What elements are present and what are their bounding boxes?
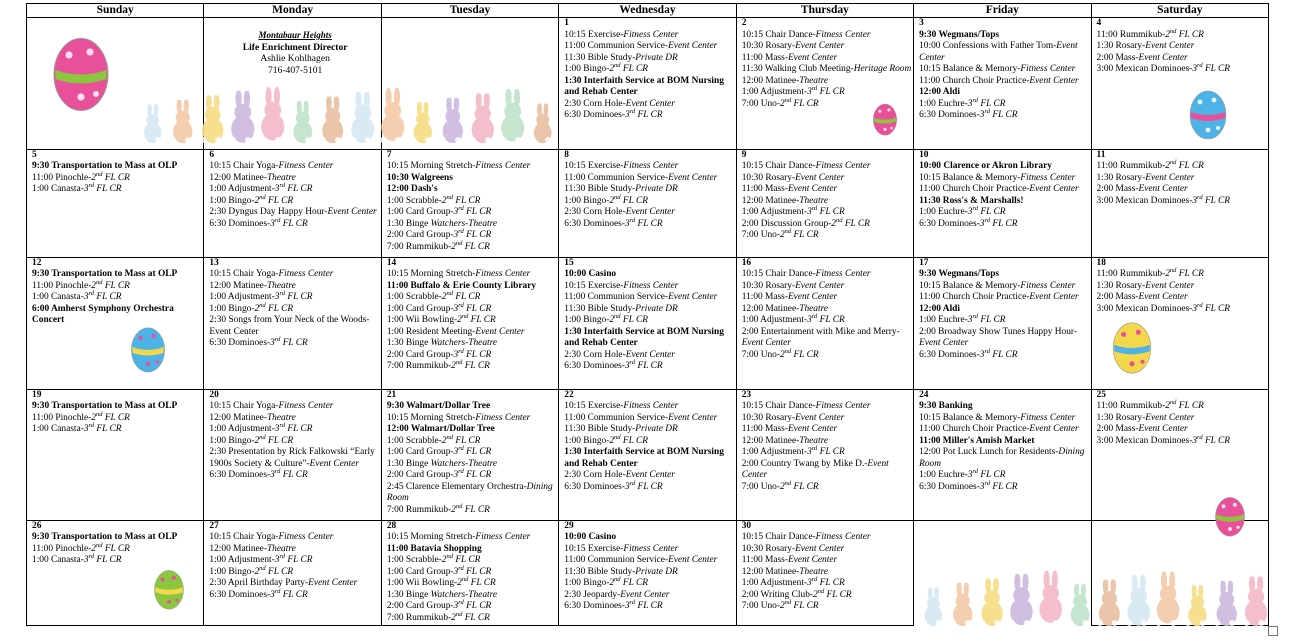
event-item: 10:15 Exercise-Fitness Center (564, 29, 679, 40)
director-role: Life Enrichment Director (242, 41, 348, 53)
event-item: 2:00 Mass-Event Center (1096, 184, 1188, 195)
event-item: 9:30 Banking (919, 401, 973, 412)
day-number: 17 (919, 257, 929, 268)
day-cell-29 (559, 520, 736, 625)
event-item: 11:00 Mass-Event Center (741, 424, 838, 435)
event-item: 1:00 Bingo-2nd FL CR (564, 193, 648, 206)
week-row (27, 149, 1269, 257)
pink-easter-egg-icon (1212, 495, 1248, 537)
event-item: 12:00 Matinee-Theatre (741, 195, 829, 206)
day-cell-4 (1091, 18, 1268, 150)
event-item: 1:00 Adjustment-3rd FL CR (209, 422, 313, 435)
weekday-header-row (27, 4, 1269, 18)
day-number: 4 (1096, 18, 1102, 28)
day-cell-24 (914, 389, 1091, 520)
day-cell-8 (559, 149, 736, 257)
day-number: 9 (741, 149, 747, 160)
weekday-wednesday: Wednesday (559, 4, 736, 18)
event-item: 2:30 Jeopardy-Event Center (564, 589, 670, 600)
event-item: 1:30 Interfaith Service at BOM Nursing and Rehab Center (564, 75, 724, 97)
day-cell-20 (204, 389, 381, 520)
event-item: 1:00 Resident Meeting-Event Center (386, 326, 525, 337)
event-item: 7:00 Rummikub-2nd FL CR (386, 502, 490, 515)
event-item: 12:00 Matinee-Theatre (209, 412, 296, 423)
event-item: 6:00 Amherst Symphony Orchestra Concert (32, 303, 174, 326)
event-item: 1:30 Binge Watchers-Theatre (386, 458, 498, 469)
event-item: 7:00 Rummikub-2nd FL CR (386, 239, 490, 252)
event-item: 10:15 Balance & Memory-Fitness Center (919, 172, 1076, 183)
event-item: 1:00 Card Group-3rd FL CR (386, 205, 492, 218)
event-item: 1:00 Scrabble-2nd FL CR (386, 193, 481, 206)
day-number: 13 (209, 257, 219, 268)
weekday-saturday: Saturday (1091, 4, 1268, 18)
day-cell-19 (27, 389, 204, 520)
day-number: 2 (741, 18, 747, 28)
event-item: 6:30 Dominoes-3rd FL CR (209, 587, 308, 600)
event-item: 2:00 Discussion Group-2nd FL CR (741, 216, 870, 229)
event-item: 10:00 Clarence or Akron Library (919, 161, 1052, 172)
event-item: 1:00 Bingo-2nd FL CR (209, 564, 294, 577)
event-item: 2:00 Mass-Event Center (1096, 292, 1188, 303)
bunny-border-decoration (918, 563, 1270, 627)
event-item: 1:00 Scrabble-2nd FL CR (386, 290, 481, 303)
event-item: 1:00 Card Group-3rd FL CR (386, 564, 492, 577)
event-item: 11:00 Miller's Amish Market (919, 435, 1035, 446)
day-number: 28 (386, 520, 397, 531)
event-item: 12:00 Matinee-Theatre (741, 566, 829, 577)
event-item: 11:00 Communion Service-Event Center (564, 412, 718, 423)
event-item: 11:30 Bible Study-Private DR (564, 52, 678, 63)
event-item: 9:30 Transportation to Mass at OLP (32, 161, 178, 172)
yellow-easter-egg-icon (1111, 318, 1153, 376)
day-cell-27 (204, 520, 381, 625)
event-item: 10:30 Rosary-Event Center (741, 412, 845, 423)
day-cell-11 (1091, 149, 1268, 257)
event-item: 6:30 Dominoes-3rd FL CR (209, 468, 308, 481)
day-cell-3 (914, 18, 1091, 150)
event-item: 10:15 Chair Yoga-Fitness Center (209, 161, 334, 172)
event-item: 1:00 Adjustment-3rd FL CR (209, 290, 313, 303)
event-item: 10:15 Chair Yoga-Fitness Center (209, 532, 334, 543)
event-item: 1:00 Euchre-3rd FL CR (919, 96, 1006, 109)
event-item: 12:00 Matinee-Theatre (209, 172, 296, 183)
event-item: 10:30 Rosary-Event Center (741, 280, 845, 291)
day-cell-9 (736, 149, 913, 257)
event-item: 2:30 Dyngus Day Happy Hour-Event Center (209, 207, 377, 218)
day-cell-28 (381, 520, 558, 625)
day-cell-13 (204, 257, 381, 389)
day-number: 22 (564, 389, 574, 400)
event-item: 1:00 Bingo-2nd FL CR (564, 61, 648, 74)
event-item: 11:30 Bible Study-Private DR (564, 424, 678, 435)
event-item: 1:00 Adjustment-3rd FL CR (209, 553, 313, 566)
event-item: 11:00 Communion Service-Event Center (564, 41, 718, 51)
event-item: 11:00 Rummikub-2nd FL CR (1096, 27, 1204, 40)
event-item: 10:15 Morning Stretch-Fitness Center (386, 412, 531, 423)
event-item: 1:30 Interfaith Service at BOM Nursing and Rehab Center (564, 447, 724, 469)
event-item: 10:30 Rosary-Event Center (741, 172, 845, 183)
event-item: 10:00 Casino (564, 532, 617, 543)
event-item: 3:00 Mexican Dominoes-3rd FL CR (1096, 61, 1231, 74)
event-item: 2:30 Corn Hole-Event Center (564, 349, 675, 360)
pink-easter-egg-icon (50, 34, 112, 112)
event-item: 1:00 Bingo-2nd FL CR (209, 433, 294, 446)
event-item: 1:00 Card Group-3rd FL CR (386, 301, 492, 314)
day-number: 24 (919, 389, 929, 400)
event-item: 6:30 Dominoes-3rd FL CR (209, 216, 308, 229)
event-item: 1:00 Adjustment-3rd FL CR (741, 576, 845, 589)
event-item: 2:30 Corn Hole-Event Center (564, 98, 675, 109)
event-item: 2:45 Clarence Elementary Orchestra-Dining Room (386, 481, 553, 504)
event-item: 1:30 Interfaith Service at BOM Nursing and Rehab Center (564, 326, 724, 349)
event-item: 11:30 Bible Study-Private DR (564, 303, 678, 314)
event-item: 10:15 Balance & Memory-Fitness Center (919, 412, 1076, 423)
day-cell-16 (736, 257, 913, 389)
event-item: 9:30 Wegmans/Tops (919, 269, 1000, 280)
event-item: 11:00 Church Choir Practice-Event Center (919, 292, 1079, 303)
event-item: 11:00 Mass-Event Center (741, 52, 838, 63)
event-item: 11:00 Rummikub-2nd FL CR (1096, 159, 1204, 172)
event-item: 6:30 Dominoes-3rd FL CR (564, 107, 663, 120)
event-item: 1:00 Canasta-3rd FL CR (32, 553, 122, 566)
event-item: 11:00 Pinochle-2nd FL CR (32, 541, 130, 554)
day-number: 21 (386, 389, 397, 400)
event-item: 10:15 Exercise-Fitness Center (564, 401, 679, 412)
day-number: 25 (1096, 389, 1106, 400)
event-item: 2:00 Country Twang by Mike D.-Event Center (741, 458, 889, 481)
day-cell-6 (204, 149, 381, 257)
event-item: 11:00 Church Choir Practice-Event Center (919, 184, 1079, 195)
event-item: 11:00 Rummikub-2nd FL CR (1096, 267, 1204, 280)
day-number: 8 (564, 149, 569, 160)
director-name: Ashlie Kohlhagen (260, 53, 330, 64)
event-item: 10:00 Casino (564, 269, 617, 280)
event-item: 1:00 Canasta-3rd FL CR (32, 290, 122, 303)
event-item: 1:00 Wii Bowling-2nd FL CR (386, 576, 496, 589)
event-item: 1:00 Bingo-2nd FL CR (209, 301, 294, 314)
event-item: 1:00 Adjustment-3rd FL CR (741, 445, 845, 458)
event-item: 10:15 Exercise-Fitness Center (564, 280, 679, 291)
event-item: 1:00 Scrabble-2nd FL CR (386, 433, 481, 446)
event-item: 11:30 Bible Study-Private DR (564, 184, 678, 195)
event-item: 10:15 Exercise-Fitness Center (564, 543, 679, 554)
event-item: 12:00 Matinee-Theatre (741, 303, 829, 314)
event-item: 6:30 Dominoes-3rd FL CR (919, 479, 1018, 492)
green-easter-egg-icon (152, 568, 186, 610)
event-item: 11:00 Pinochle-2nd FL CR (32, 410, 130, 423)
event-item: 2:00 Writing Club-2nd FL CR (741, 587, 852, 600)
event-item: 11:00 Rummikub-2nd FL CR (1096, 399, 1204, 412)
event-item: 3:00 Mexican Dominoes-3rd FL CR (1096, 301, 1231, 314)
event-item: 12:00 Walmart/Dollar Tree (386, 424, 495, 435)
event-item: 10:15 Exercise-Fitness Center (564, 161, 679, 172)
event-item: 1:00 Canasta-3rd FL CR (32, 182, 122, 195)
day-number: 11 (1096, 149, 1106, 160)
event-item: 10:15 Morning Stretch-Fitness Center (386, 532, 531, 543)
event-item: 1:00 Euchre-3rd FL CR (919, 205, 1006, 218)
event-item: 2:00 Mass-Event Center (1096, 52, 1188, 63)
event-item: 7:00 Uno-2nd FL CR (741, 599, 819, 612)
event-item: 12:00 Dash's (386, 184, 438, 195)
day-cell-5 (27, 149, 204, 257)
director-info (209, 18, 380, 76)
event-item: 1:00 Adjustment-3rd FL CR (741, 313, 845, 326)
event-item: 2:00 Entertainment with Mike and Merry-Event Center (741, 326, 900, 349)
event-item: 10:15 Chair Dance-Fitness Center (741, 29, 871, 40)
event-item: 2:30 Songs from Your Neck of the Woods-Event Center (209, 315, 370, 337)
event-item: 6:30 Dominoes-3rd FL CR (564, 216, 663, 229)
event-item: 11:00 Church Choir Practice-Event Center (919, 75, 1079, 86)
event-item: 7:00 Rummikub-2nd FL CR (386, 610, 490, 623)
event-item: 2:00 Mass-Event Center (1096, 424, 1188, 435)
event-item: 7:00 Uno-2nd FL CR (741, 347, 819, 360)
event-item: 11:00 Pinochle-2nd FL CR (32, 170, 130, 183)
event-item: 10:30 Walgreens (386, 172, 453, 183)
event-item: 1:00 Bingo-2nd FL CR (564, 433, 648, 446)
event-item: 2:30 Presentation by Rick Falkowski “Early 1900s Society & Culture”-Event Center (209, 447, 375, 469)
event-item: 11:00 Buffalo & Erie County Library (386, 280, 537, 291)
weekday-monday: Monday (204, 4, 381, 18)
community-name: Montabaur Heights (258, 30, 332, 40)
event-item: 12:00 Matinee-Theatre (741, 75, 829, 86)
event-item: 2:30 Corn Hole-Event Center (564, 207, 675, 218)
director-phone: 716-407-5101 (267, 64, 323, 76)
event-item: 7:00 Uno-2nd FL CR (741, 479, 819, 492)
day-cell-10 (914, 149, 1091, 257)
day-cell-23 (736, 389, 913, 520)
blue-easter-egg-icon (1187, 88, 1229, 140)
day-number: 27 (209, 520, 219, 531)
event-item: 11:30 Ross's & Marshalls! (919, 195, 1024, 206)
event-item: 9:30 Walmart/Dollar Tree (386, 401, 491, 412)
event-item: 2:00 Broadway Show Tunes Happy Hour- Event Center (919, 326, 1077, 349)
day-cell-1 (559, 18, 736, 150)
event-item: 7:00 Uno-2nd FL CR (741, 228, 819, 241)
event-item: 1:00 Card Group-3rd FL CR (386, 445, 492, 458)
day-number: 19 (32, 389, 42, 400)
event-item: 10:15 Balance & Memory-Fitness Center (919, 64, 1076, 74)
day-number: 7 (386, 149, 392, 160)
event-item: 11:00 Communion Service-Event Center (564, 555, 718, 566)
day-cell-22 (559, 389, 736, 520)
event-item: 9:30 Wegmans/Tops (919, 29, 1000, 40)
event-item: 12:00 Matinee-Theatre (741, 435, 829, 446)
small-pink-egg-icon (872, 102, 898, 136)
event-item: 1:30 Rosary-Event Center (1096, 41, 1195, 51)
event-item: 10:15 Morning Stretch-Fitness Center (386, 269, 531, 280)
day-number: 12 (32, 257, 42, 268)
event-item: 2:00 Card Group-3rd FL CR (386, 599, 492, 612)
event-item: 1:00 Bingo-2nd FL CR (564, 313, 648, 326)
event-item: 9:30 Transportation to Mass at OLP (32, 401, 178, 412)
event-item: 1:30 Rosary-Event Center (1096, 172, 1195, 183)
day-number: 14 (386, 257, 397, 268)
event-item: 10:15 Chair Dance-Fitness Center (741, 161, 871, 172)
event-item: 11:00 Mass-Event Center (741, 555, 838, 566)
event-item: 1:00 Scrabble-2nd FL CR (386, 553, 481, 566)
week-row (27, 389, 1269, 520)
event-item: 1:00 Bingo-2nd FL CR (209, 193, 294, 206)
event-item: 10:30 Rosary-Event Center (741, 41, 845, 51)
event-item: 1:30 Rosary-Event Center (1096, 280, 1195, 291)
event-item: 10:15 Chair Dance-Fitness Center (741, 401, 871, 412)
day-number: 5 (32, 149, 37, 160)
event-item: 12:00 Matinee-Theatre (209, 543, 296, 554)
event-item: 6:30 Dominoes-3rd FL CR (919, 216, 1018, 229)
event-item: 11:30 Walking Club Meeting-Heritage Room (741, 64, 912, 74)
day-number: 23 (741, 389, 752, 400)
event-item: 2:30 Corn Hole-Event Center (564, 470, 675, 481)
event-item: 2:00 Card Group-3rd FL CR (386, 228, 492, 241)
weekday-thursday: Thursday (736, 4, 913, 18)
event-item: 1:30 Rosary-Event Center (1096, 412, 1195, 423)
event-item: 11:00 Church Choir Practice-Event Center (919, 424, 1079, 435)
day-number: 6 (209, 149, 215, 160)
event-item: 10:15 Morning Stretch-Fitness Center (386, 161, 531, 172)
event-item: 1:30 Binge Watchers-Theatre (386, 589, 498, 600)
event-item: 10:15 Chair Dance-Fitness Center (741, 532, 871, 543)
event-item: 1:30 Binge Watchers-Theatre (386, 218, 498, 229)
event-item: 2:30 April Birthday Party-Event Center (209, 578, 358, 589)
day-number: 10 (919, 149, 929, 160)
event-item: 11:00 Pinochle-2nd FL CR (32, 278, 130, 291)
bunny-border-decoration (137, 80, 557, 144)
event-item: 10:15 Balance & Memory-Fitness Center (919, 280, 1076, 291)
event-item: 6:30 Dominoes-3rd FL CR (919, 107, 1018, 120)
event-item: 6:30 Dominoes-3rd FL CR (919, 347, 1018, 360)
day-number: 3 (919, 18, 924, 28)
event-item: 12:00 Aldi (919, 303, 961, 314)
day-cell-30 (736, 520, 913, 625)
event-item: 11:00 Batavia Shopping (386, 543, 482, 554)
event-item: 10:30 Rosary-Event Center (741, 543, 845, 554)
weekday-sunday: Sunday (27, 4, 204, 18)
event-item: 1:00 Euchre-3rd FL CR (919, 313, 1006, 326)
event-item: 11:00 Mass-Event Center (741, 292, 838, 303)
event-item: 1:00 Adjustment-3rd FL CR (741, 205, 845, 218)
event-item: 11:30 Bible Study-Private DR (564, 566, 678, 577)
event-item: 10:00 Confessions with Father Tom-Event Center (919, 41, 1078, 63)
event-item: 11:00 Communion Service-Event Center (564, 292, 718, 303)
event-item: 9:30 Transportation to Mass at OLP (32, 532, 178, 543)
event-item: 3:00 Mexican Dominoes-3rd FL CR (1096, 433, 1231, 446)
event-item: 12:00 Matinee-Theatre (209, 280, 296, 291)
event-item: 11:00 Communion Service-Event Center (564, 172, 718, 183)
weekday-friday: Friday (914, 4, 1091, 18)
event-item: 1:30 Binge Watchers-Theatre (386, 338, 498, 349)
event-item: 1:00 Canasta-3rd FL CR (32, 422, 122, 435)
day-number: 18 (1096, 257, 1106, 268)
event-item: 11:00 Mass-Event Center (741, 184, 838, 195)
day-cell-17 (914, 257, 1091, 389)
event-item: 2:00 Card Group-3rd FL CR (386, 347, 492, 360)
event-item: 6:30 Dominoes-3rd FL CR (564, 359, 663, 372)
day-number: 20 (209, 389, 219, 400)
day-cell-15 (559, 257, 736, 389)
event-item: 6:30 Dominoes-3rd FL CR (564, 479, 663, 492)
event-item: 7:00 Rummikub-2nd FL CR (386, 359, 490, 372)
event-item: 7:00 Uno-2nd FL CR (741, 96, 819, 109)
day-number: 16 (741, 257, 752, 268)
event-item: 2:00 Card Group-3rd FL CR (386, 468, 492, 481)
day-number: 26 (32, 520, 42, 531)
day-cell-7 (381, 149, 558, 257)
event-item: 1:00 Adjustment-3rd FL CR (741, 84, 845, 97)
day-number: 15 (564, 257, 574, 268)
event-item: 1:00 Adjustment-3rd FL CR (209, 182, 313, 195)
day-number: 30 (741, 520, 752, 531)
event-item: 1:00 Wii Bowling-2nd FL CR (386, 313, 496, 326)
day-cell-21 (381, 389, 558, 520)
event-item: 10:15 Chair Yoga-Fitness Center (209, 401, 334, 412)
resize-handle (1268, 626, 1278, 636)
blue-easter-egg-icon (129, 325, 167, 373)
event-item: 12:00 Pot Luck Lunch for Residents-Dining Room (919, 447, 1085, 469)
event-item: 3:00 Mexican Dominoes-3rd FL CR (1096, 193, 1231, 206)
event-item: 6:30 Dominoes-3rd FL CR (209, 336, 308, 349)
event-item: 1:00 Euchre-3rd FL CR (919, 468, 1006, 481)
weekday-tuesday: Tuesday (381, 4, 558, 18)
week-row (27, 257, 1269, 389)
day-cell-12 (27, 257, 204, 389)
event-item: 10:15 Chair Yoga-Fitness Center (209, 269, 334, 280)
event-item: 10:15 Chair Dance-Fitness Center (741, 269, 871, 280)
event-item: 9:30 Transportation to Mass at OLP (32, 269, 178, 280)
event-item: 12:00 Aldi (919, 87, 961, 97)
event-item: 6:30 Dominoes-3rd FL CR (564, 599, 663, 612)
event-item: 1:00 Bingo-2nd FL CR (564, 576, 648, 589)
day-number: 1 (564, 18, 569, 28)
day-cell-14 (381, 257, 558, 389)
day-number: 29 (564, 520, 574, 531)
